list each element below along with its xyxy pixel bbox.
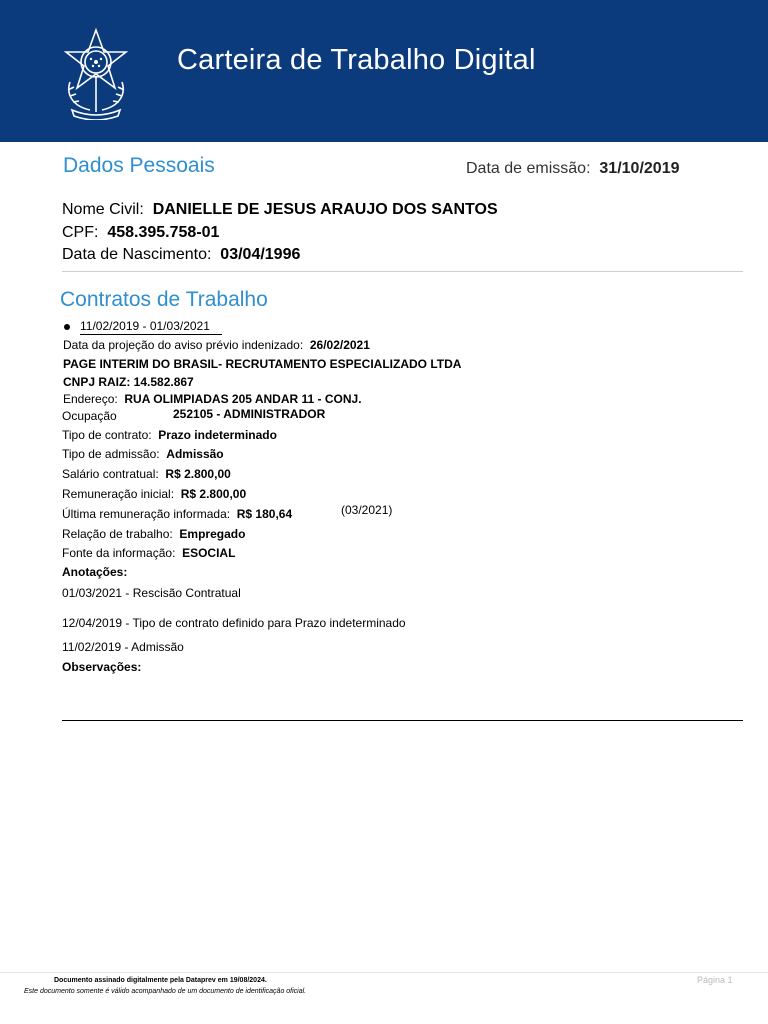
section-divider: [62, 271, 743, 272]
contract-type-row: [62, 428, 277, 442]
observations-label: Observações:: [62, 660, 142, 674]
birth-date-row: [62, 246, 300, 264]
company-name-value: PAGE INTERIM DO BRASIL- RECRUTAMENTO ESPECIALIZADO LTDA: [63, 357, 462, 371]
initial-pay-row: [62, 487, 246, 501]
contract-period: 11/02/2019 - 01/03/2021: [80, 319, 210, 333]
relation-row: [62, 527, 245, 541]
issue-date-value: 31/10/2019: [599, 160, 680, 177]
address-value: RUA OLIMPIADAS 205 ANDAR 11 - CONJ.: [124, 392, 362, 406]
initial-pay-value: R$ 2.800,00: [180, 487, 247, 501]
annotations-heading: [62, 565, 127, 579]
address-label: Endereço:: [63, 392, 118, 406]
issue-date-row: [466, 160, 679, 178]
footer-signed-text: Documento assinado digitalmente pela Dataprev em 19/08/2024.: [54, 977, 267, 984]
civil-name-row: [62, 201, 498, 219]
source-label: Fonte da informação:: [62, 546, 176, 560]
notice-label: Data da projeção do aviso prévio indenizado:: [63, 338, 304, 352]
occupation-text: 252105 - ADMINISTRADOR: [173, 407, 326, 421]
occupation-value: [173, 407, 325, 421]
notice-row: [63, 338, 370, 352]
salary-row: [62, 467, 231, 481]
admission-type-label: Tipo de admissão:: [62, 447, 160, 461]
period-underline: [80, 334, 222, 335]
initial-pay-label: Remuneração inicial:: [62, 487, 175, 501]
civil-name-value: DANIELLE DE JESUS ARAUJO DOS SANTOS: [152, 201, 498, 218]
bullet-icon: [64, 324, 70, 330]
relation-label: Relação de trabalho:: [62, 527, 173, 541]
notice-value: 26/02/2021: [309, 338, 370, 352]
last-pay-label: Última remuneração informada:: [62, 507, 231, 521]
last-pay-period: (03/2021): [341, 503, 393, 517]
contract-end-divider: [62, 720, 743, 721]
header-banner: [0, 0, 768, 142]
contracts-section-title: Contratos de Trabalho: [60, 288, 268, 311]
cnpj-row: [63, 375, 194, 389]
cpf-row: [62, 224, 219, 242]
app-title: Carteira de Trabalho Digital: [177, 44, 536, 76]
cnpj-value: CNPJ RAIZ: 14.582.867: [63, 375, 194, 389]
issue-date-label: Data de emissão:: [466, 160, 591, 177]
last-pay-value: R$ 180,64: [236, 507, 293, 521]
salary-label: Salário contratual:: [62, 467, 159, 481]
company-name: [63, 357, 461, 371]
annotations-label: Anotações:: [62, 565, 128, 579]
personal-section-title: Dados Pessoais: [63, 154, 215, 177]
relation-value: Empregado: [179, 527, 246, 541]
birth-date-value: 03/04/1996: [220, 246, 301, 263]
annotation-item: 01/03/2021 - Rescisão Contratual: [62, 586, 241, 600]
footer-validity-text: Este documento somente é válido acompanhado de um documento de identificação oficial.: [24, 988, 307, 995]
birth-date-label: Data de Nascimento:: [62, 246, 212, 263]
page-number: Página 1: [697, 975, 733, 985]
occupation-label: Ocupação: [62, 409, 117, 423]
salary-value: R$ 2.800,00: [165, 467, 231, 481]
admission-type-row: [62, 447, 224, 461]
address-row: [63, 392, 362, 406]
annotation-item: 11/02/2019 - Admissão: [62, 640, 184, 654]
contract-type-label: Tipo de contrato:: [62, 428, 152, 442]
cpf-value: 458.395.758-01: [107, 224, 220, 241]
observations-heading: [62, 660, 141, 674]
footer-divider: [0, 972, 768, 973]
civil-name-label: Nome Civil:: [62, 201, 144, 218]
contract-type-value: Prazo indeterminado: [158, 428, 277, 442]
source-value: ESOCIAL: [182, 546, 236, 560]
brazil-coat-of-arms-icon: [60, 24, 132, 120]
annotation-item: 12/04/2019 - Tipo de contrato definido para Prazo indeterminado: [62, 616, 406, 630]
admission-type-value: Admissão: [166, 447, 224, 461]
cpf-label: CPF:: [62, 224, 99, 241]
source-row: [62, 546, 235, 560]
last-pay-row: [62, 507, 292, 521]
